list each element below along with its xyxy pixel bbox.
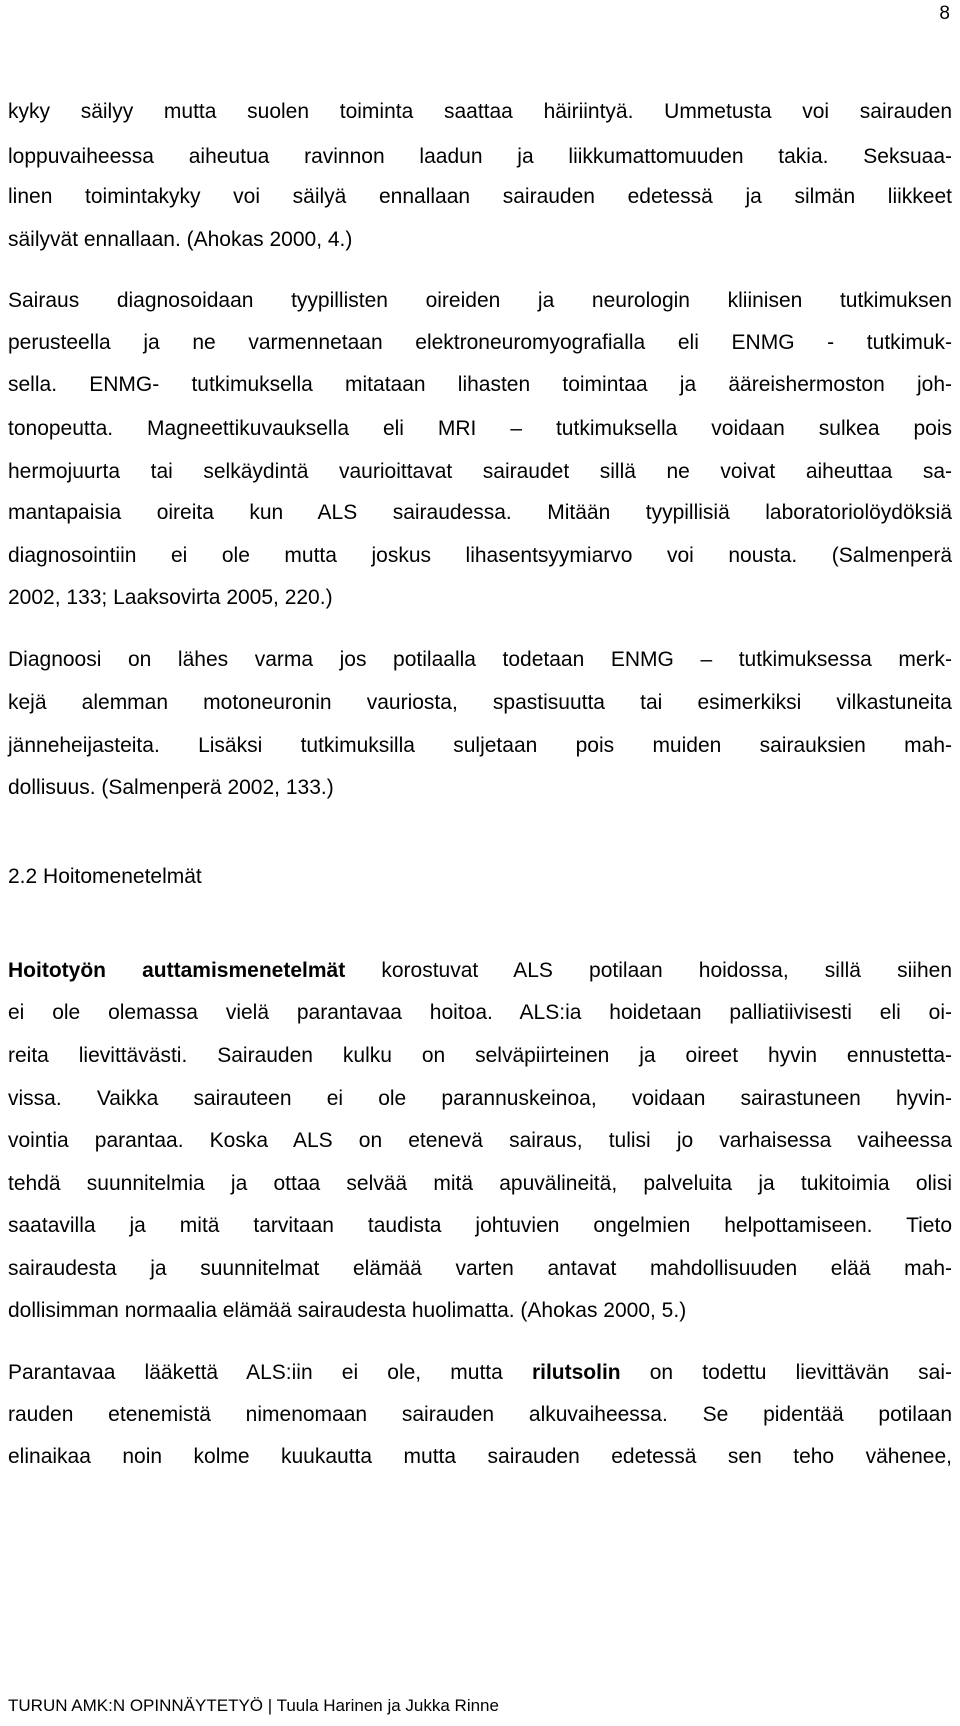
bold-term: rilutsolin — [531, 1361, 621, 1384]
text-line: tehdä suunnitelmia ja ottaa selvää mitä apuvälineitä, palveluita ja tukitoimia olisi — [8, 1172, 952, 1195]
text-line: rauden etenemistä nimenomaan sairauden alkuvaiheessa. Se pidentää potilaan — [8, 1403, 952, 1426]
text-span: korostuvat ALS potilaan hoidossa, sillä siihen — [345, 959, 952, 982]
text-line: vointia parantaa. Koska ALS on etenevä sairaus, tulisi jo varhaisessa vaiheessa — [8, 1129, 952, 1152]
text-line: tonopeutta. Magneettikuvauksella eli MRI – tutkimuksella voidaan sulkea pois — [8, 417, 952, 440]
text-line: vissa. Vaikka sairauteen ei ole parannuskeinoa, voidaan sairastuneen hyvin- — [8, 1087, 952, 1110]
text-line: perusteella ja ne varmennetaan elektroneuromyografialla eli ENMG - tutkimuk- — [8, 331, 952, 354]
text-line: dollisimman normaalia elämää sairaudesta huolimatta. (Ahokas 2000, 5.) — [8, 1299, 687, 1322]
page-number: 8 — [939, 3, 950, 24]
section-heading: 2.2 Hoitomenetelmät — [8, 865, 202, 888]
text-line — [8, 1360, 952, 1386]
text-line: diagnosointiin ei ole mutta joskus lihasentsyymiarvo voi nousta. (Salmenperä — [8, 544, 952, 567]
text-line: reita lievittävästi. Sairauden kulku on selväpiirteinen ja oireet hyvin ennustetta- — [8, 1044, 952, 1067]
text-span: on todettu lievittävän sai- — [620, 1361, 952, 1384]
text-line: kyky säilyy mutta suolen toiminta saattaa häiriintyä. Ummetusta voi sairauden — [8, 100, 952, 123]
text-line: kejä alemman motoneuronin vauriosta, spastisuutta tai esimerkiksi vilkastuneita — [8, 691, 952, 714]
text-line: hermojuurta tai selkäydintä vaurioittavat sairaudet sillä ne voivat aiheuttaa sa- — [8, 460, 952, 483]
text-line: sella. ENMG- tutkimuksella mitataan lihasten toimintaa ja ääreishermoston joh- — [8, 373, 952, 396]
text-line: säilyvät ennallaan. (Ahokas 2000, 4.) — [8, 228, 353, 251]
text-line: mantapaisia oireita kun ALS sairaudessa. Mitään tyypillisiä laboratoriolöydöksiä — [8, 501, 952, 524]
text-line: jänneheijasteita. Lisäksi tutkimuksilla suljetaan pois muiden sairauksien mah- — [8, 734, 952, 757]
text-line — [8, 958, 952, 984]
text-line: linen toimintakyky voi säilyä ennallaan sairauden edetessä ja silmän liikkeet — [8, 185, 952, 208]
text-line: Sairaus diagnosoidaan tyypillisten oireiden ja neurologin kliinisen tutkimuksen — [8, 289, 952, 312]
bold-term: Hoitotyön auttamismenetelmät — [8, 959, 346, 982]
text-line: loppuvaiheessa aiheutua ravinnon laadun ja liikkumattomuuden takia. Seksuaa- — [8, 145, 952, 168]
text-line: dollisuus. (Salmenperä 2002, 133.) — [8, 776, 334, 799]
footer: TURUN AMK:N OPINNÄYTETYÖ | Tuula Harinen ja Jukka Rinne — [8, 1696, 499, 1715]
text-line: saatavilla ja mitä tarvitaan taudista johtuvien ongelmien helpottamiseen. Tieto — [8, 1214, 952, 1237]
text-line: elinaikaa noin kolme kuukautta mutta sairauden edetessä sen teho vähenee, — [8, 1445, 952, 1468]
text-span: Parantavaa lääkettä ALS:iin ei ole, mutta — [8, 1361, 532, 1384]
text-line: ei ole olemassa vielä parantavaa hoitoa. ALS:ia hoidetaan palliatiivisesti eli oi- — [8, 1001, 952, 1024]
text-line: Diagnoosi on lähes varma jos potilaalla todetaan ENMG – tutkimuksessa merk- — [8, 648, 952, 671]
text-line: sairaudesta ja suunnitelmat elämää varten antavat mahdollisuuden elää mah- — [8, 1257, 952, 1280]
text-line: 2002, 133; Laaksovirta 2005, 220.) — [8, 586, 333, 609]
